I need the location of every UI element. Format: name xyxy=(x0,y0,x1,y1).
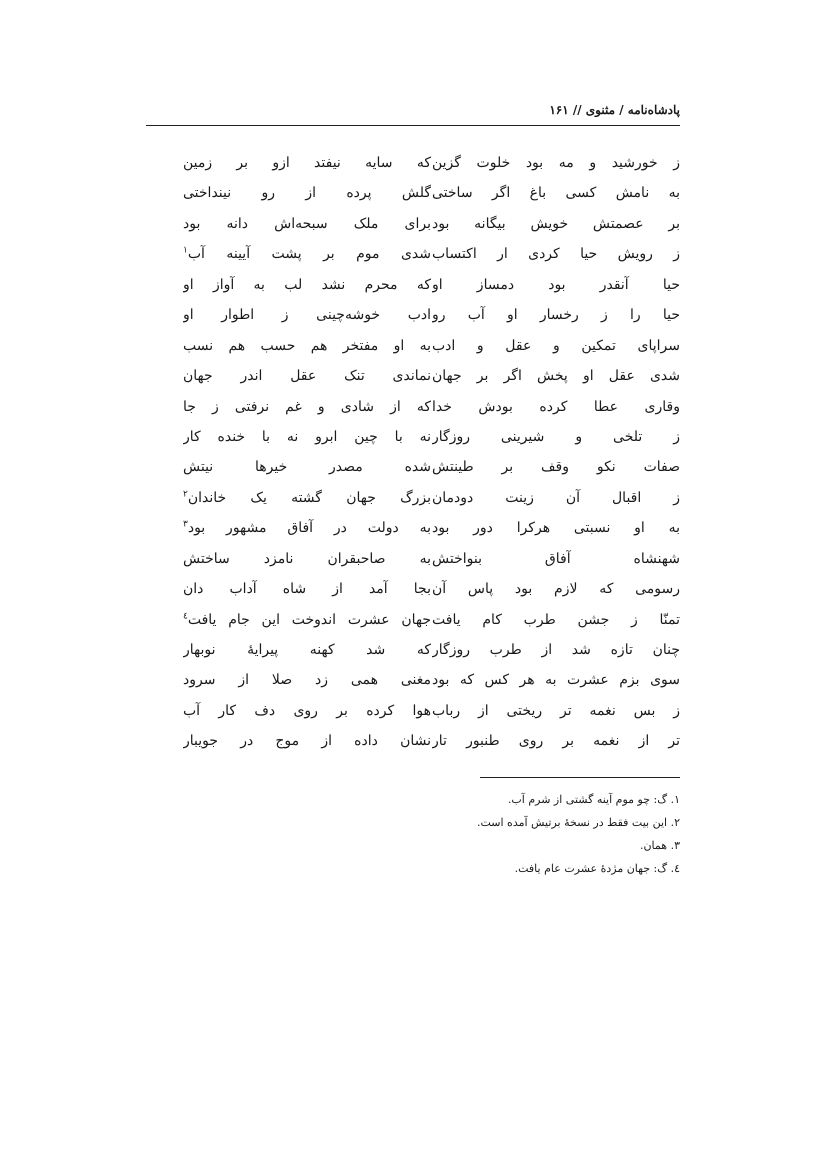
misra-right: ز رویش حیا کردی ار اکتساب xyxy=(432,246,680,263)
misra-left-text: جهان عشرت اندوخت این جام یافت xyxy=(187,611,431,628)
misra-right: حیا را ز رخسار او آب رو xyxy=(432,307,680,324)
header-rule xyxy=(146,125,680,126)
misra-right: رسومی که لازم بود پاس آن xyxy=(432,581,680,598)
misra-left xyxy=(183,696,431,726)
bayt xyxy=(146,361,680,391)
bayt xyxy=(146,148,680,178)
misra-left xyxy=(183,513,431,543)
bayt xyxy=(146,574,680,604)
misra-right: سوی بزم عشرت به هر کس که بود xyxy=(432,672,680,689)
misra-right: ز بس نغمه تر ریختی از رباب xyxy=(432,702,680,719)
running-header xyxy=(146,103,680,123)
bayt xyxy=(146,452,680,482)
misra-left-text: نه با چین ابرو نه با خنده کار xyxy=(183,428,431,445)
misra-left xyxy=(183,270,431,300)
misra-right: به او نسبتی هرکرا دور بود xyxy=(432,520,680,537)
misra-right: صفات نکو وقف بر طینتش xyxy=(432,459,680,476)
misra-right: تر از نغمه بر روی طنبور تار xyxy=(432,733,680,750)
misra-left xyxy=(183,574,431,604)
misra-left xyxy=(183,422,431,452)
misra-left-text: مغنی همی زد صلا از سرود xyxy=(183,672,431,689)
misra-left-text: گلش پرده از رو نینداختی xyxy=(183,185,431,202)
footnote-item: ۲. این بیت فقط در نسخهٔ برتیش آمده است. xyxy=(476,816,680,829)
misra-left xyxy=(183,148,431,178)
bayt xyxy=(146,178,680,208)
bayt xyxy=(146,422,680,452)
misra-left-text: که سایه نیفتد ازو بر زمین xyxy=(183,155,431,171)
misra-left-text: که شد کهنه پیرایهٔ نوبهار xyxy=(183,642,431,658)
bayt xyxy=(146,300,680,330)
misra-left xyxy=(183,605,431,635)
misra-right: چنان تازه شد از طرب روزگار xyxy=(432,642,680,658)
misra-left-text: که از شادی و غم نرفتی ز جا xyxy=(183,398,431,415)
misra-left xyxy=(183,635,431,665)
misra-left-text: که محرم نشد لب به آواز او xyxy=(183,276,431,293)
misra-right: بر عصمتش خویش بیگانه بود xyxy=(432,215,680,232)
misra-right: ز تلخی و شیرینی روزگار xyxy=(432,428,680,445)
footnote-item: ۳. همان. xyxy=(639,839,680,852)
bayt xyxy=(146,605,680,635)
misra-right: شدی عقل او پخش اگر بر جهان xyxy=(432,368,680,385)
misra-right: حیا آنقدر بود دمساز او xyxy=(432,276,680,293)
header-title: پادشاه‌نامه / مثنوی // ۱۶۱ xyxy=(549,103,680,117)
bayt xyxy=(146,331,680,361)
bayt xyxy=(146,665,680,695)
misra-right: تمنّا ز جشن طرب کام یافت xyxy=(432,611,680,628)
footnotes xyxy=(300,788,680,880)
misra-left xyxy=(183,300,431,330)
bayt xyxy=(146,270,680,300)
footnote-marker: ۲ xyxy=(183,489,188,500)
misra-left-text: برای ملک سبحه‌اش دانه بود xyxy=(183,215,431,232)
footnote-marker: ۱ xyxy=(183,245,188,256)
misra-left-text: شده مصدر خیرها نیتش xyxy=(183,459,431,476)
misra-left xyxy=(183,361,431,391)
misra-left-text: ادب خوشه‌چینی ز اطوار او xyxy=(183,307,431,324)
bayt xyxy=(146,209,680,239)
footnote-item: ٤. گ: جهان مژدهٔ عشرت عام یافت. xyxy=(514,862,680,875)
misra-left xyxy=(183,544,431,574)
misra-left xyxy=(183,331,431,361)
misra-left xyxy=(183,209,431,239)
misra-left-text: نشان داده از موج در جویبار xyxy=(183,733,431,750)
misra-left-text: شدی موم بر پشت آیینه آب xyxy=(187,246,431,263)
misra-left-text: بجا آمد از شاه آداب دان xyxy=(183,581,431,598)
misra-left xyxy=(183,178,431,208)
poem-body xyxy=(146,148,680,757)
misra-left xyxy=(183,452,431,482)
bayt xyxy=(146,513,680,543)
misra-left xyxy=(183,239,431,269)
footnote-item: ۱. گ: چو موم آینه گشتی از شرم آب. xyxy=(507,793,680,806)
bayt xyxy=(146,696,680,726)
footnote-marker: ٤ xyxy=(183,610,188,621)
bayt xyxy=(146,239,680,269)
bayt xyxy=(146,392,680,422)
misra-left xyxy=(183,665,431,695)
misra-right: به نامش کسی باغ اگر ساختی xyxy=(432,185,680,202)
misra-right: ز خورشید و مه بود خلوت گزین xyxy=(432,155,680,171)
misra-left-text: به دولت در آفاق مشهور بود xyxy=(187,520,431,537)
misra-right: وقاری عطا کرده بودش خدا xyxy=(432,398,680,415)
misra-left-text: هوا کرده بر روی دف کار آب xyxy=(183,702,431,719)
misra-left-text: به او مفتخر هم حسب هم نسب xyxy=(183,337,431,354)
misra-left xyxy=(183,483,431,513)
footnote-rule xyxy=(480,777,680,778)
bayt xyxy=(146,726,680,756)
bayt xyxy=(146,635,680,665)
misra-left xyxy=(183,392,431,422)
misra-right: سراپای تمکین و عقل و ادب xyxy=(432,337,680,354)
bayt xyxy=(146,544,680,574)
footnote-marker: ۳ xyxy=(183,519,188,530)
misra-left-text: به صاحبقران نامزد ساختش xyxy=(183,550,431,567)
misra-right: شهنشاه آفاق بنواختش xyxy=(432,550,680,567)
misra-right: ز اقبال آن زینت دودمان xyxy=(432,489,680,506)
bayt xyxy=(146,483,680,513)
misra-left-text: بزرگ جهان گشته یک خاندان xyxy=(187,489,431,506)
misra-left xyxy=(183,726,431,756)
misra-left-text: نماندی تنک عقل اندر جهان xyxy=(183,368,431,385)
